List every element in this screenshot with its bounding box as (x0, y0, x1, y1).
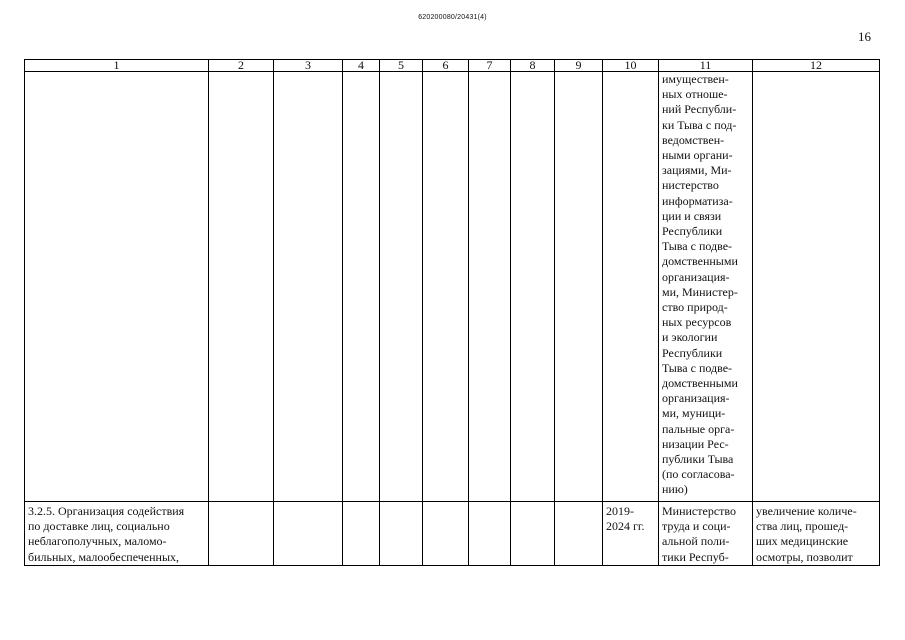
cell-line: ми, Министер- (662, 284, 738, 299)
cell-line: пальные орга- (662, 421, 735, 436)
table-cell (511, 72, 555, 502)
table-row-continuation (25, 72, 880, 502)
page-number: 16 (858, 29, 871, 44)
cell-line: ших медицинские (756, 534, 849, 549)
table-cell (274, 502, 343, 566)
table-row-3-2-5 (25, 502, 880, 566)
cell-line: нию) (662, 482, 688, 497)
cell-line: организация- (662, 269, 730, 284)
cell-line: имуществен- (662, 72, 729, 86)
cell-line: публики Тыва (662, 452, 734, 467)
table-cell (25, 72, 209, 502)
cell-line: тики Респуб- (662, 549, 729, 564)
cell-line: увеличение количе- (756, 504, 857, 518)
table-cell (343, 502, 380, 566)
cell-line: труда и соци- (662, 519, 731, 534)
activity-cell (25, 502, 209, 566)
cell-line: ки Тыва с под- (662, 117, 737, 132)
table-cell (423, 502, 469, 566)
cell-line: Министерство (662, 504, 736, 518)
plan-table (24, 59, 880, 566)
cell-line: ний Республи- (662, 102, 737, 117)
table-cell (423, 72, 469, 502)
cell-line: ведомствен- (662, 132, 725, 147)
cell-line: низации Рес- (662, 436, 729, 451)
cell-line: Тыва с подве- (662, 239, 733, 254)
cell-line: домственными (662, 376, 738, 391)
executors-cell (659, 502, 753, 566)
column-header: 6 (423, 60, 469, 72)
column-header: 9 (555, 60, 603, 72)
cell-line: 3.2.5. Организация содействия (28, 504, 185, 518)
cell-line: ми, муници- (662, 406, 726, 421)
cell-line: неблагополучных, маломо- (28, 534, 167, 549)
executors-cell (659, 72, 753, 502)
table-cell (469, 72, 511, 502)
column-header: 1 (25, 60, 209, 72)
table-cell (511, 502, 555, 566)
column-header: 7 (469, 60, 511, 72)
table-cell (603, 72, 659, 502)
cell-line: ных ресурсов (662, 315, 732, 330)
table-cell (209, 502, 274, 566)
column-header: 2 (209, 60, 274, 72)
column-header: 8 (511, 60, 555, 72)
table-cell (555, 72, 603, 502)
table-cell (469, 502, 511, 566)
result-cell (753, 502, 880, 566)
cell-line: по доставке лиц, социально (28, 519, 170, 534)
table-cell (380, 72, 423, 502)
cell-line: ных отноше- (662, 87, 728, 102)
column-header: 4 (343, 60, 380, 72)
column-header: 10 (603, 60, 659, 72)
cell-line: и экологии (662, 330, 718, 345)
cell-line: ства лиц, прошед- (756, 519, 849, 534)
table-cell (209, 72, 274, 502)
cell-line: ство природ- (662, 300, 728, 315)
period-cell (603, 502, 659, 566)
table-cell (343, 72, 380, 502)
table-cell (274, 72, 343, 502)
cell-line: бильных, малообеспеченных, (28, 549, 180, 564)
table-cell (555, 502, 603, 566)
table-cell (380, 502, 423, 566)
cell-line: 2024 гг. (606, 519, 645, 534)
column-header: 3 (274, 60, 343, 72)
cell-line: Республики (662, 345, 723, 360)
column-number-row (25, 60, 880, 72)
cell-line: 2019- (606, 504, 634, 518)
document-id: 620200080/20431(4) (418, 14, 487, 21)
column-header: 5 (380, 60, 423, 72)
column-header: 11 (659, 60, 753, 72)
cell-line: нистерство (662, 178, 719, 193)
cell-line: организация- (662, 391, 730, 406)
cell-line: ции и связи (662, 208, 722, 223)
table-cell (753, 72, 880, 502)
cell-line: (по согласова- (662, 467, 735, 482)
cell-line: осмотры, позволит (756, 549, 853, 564)
cell-line: зациями, Ми- (662, 163, 732, 178)
column-header: 12 (753, 60, 880, 72)
cell-line: домственными (662, 254, 738, 269)
cell-line: Тыва с подве- (662, 360, 733, 375)
cell-line: информатиза- (662, 193, 733, 208)
cell-line: альной поли- (662, 534, 730, 549)
cell-line: Республики (662, 224, 723, 239)
cell-line: ными органи- (662, 148, 733, 163)
